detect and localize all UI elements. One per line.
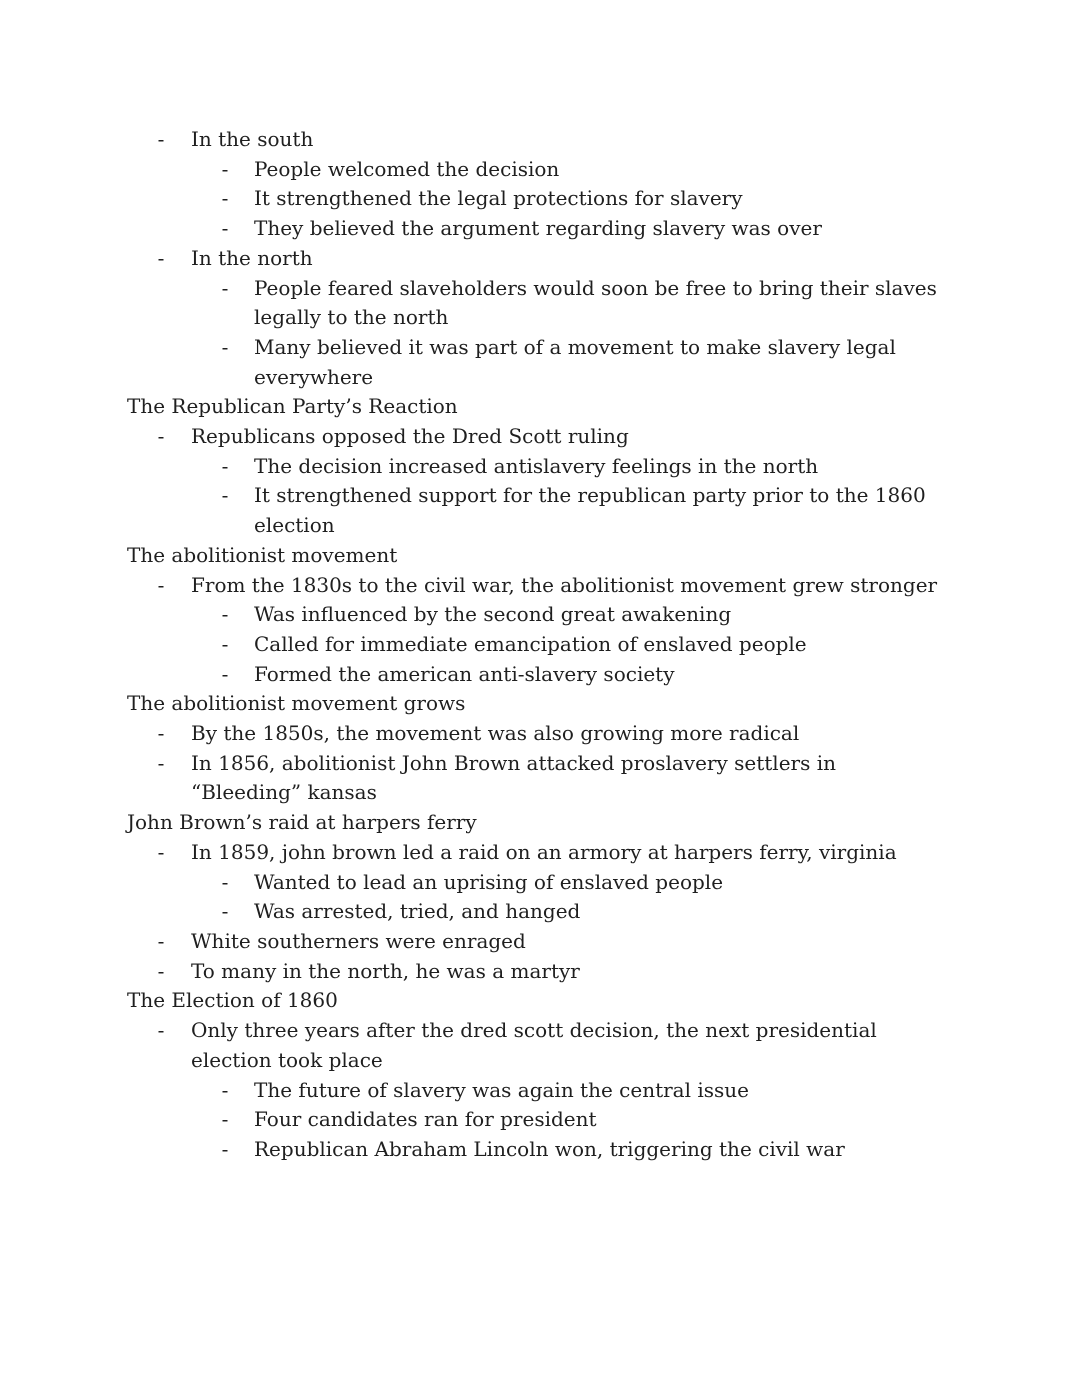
notes-body (127, 125, 947, 1165)
bullet-marker: - (157, 424, 165, 449)
sub-bullet-line (127, 155, 947, 185)
bullet-text: Four candidates ran for president (254, 1107, 597, 1132)
bullet-text: By the 1850s, the movement was also growing more radical (191, 721, 800, 746)
bullet-line (127, 571, 947, 601)
bullet-text: White southerners were enraged (191, 928, 526, 953)
bullet-marker: - (157, 1018, 165, 1043)
sub-bullet-line (127, 481, 947, 540)
sub-bullet-line (127, 274, 947, 333)
bullet-text: Republicans opposed the Dred Scott ruling (191, 424, 629, 449)
bullet-marker: - (221, 631, 229, 656)
sub-bullet-line (127, 897, 947, 927)
bullet-marker: - (221, 453, 229, 478)
sub-bullet-line (127, 452, 947, 482)
bullet-text: Only three years after the dred scott decision, the next presidential election took place (191, 1018, 877, 1072)
sub-bullet-line (127, 600, 947, 630)
bullet-text: Called for immediate emancipation of enslaved people (254, 631, 807, 656)
bullet-marker: - (221, 275, 229, 300)
bullet-text: Was influenced by the second great awakening (254, 602, 732, 627)
bullet-marker: - (221, 216, 229, 241)
section-heading: John Brown’s raid at harpers ferry (127, 810, 477, 835)
bullet-marker: - (221, 899, 229, 924)
bullet-text: It strengthened the legal protections for slavery (254, 186, 743, 211)
bullet-text: People welcomed the decision (254, 156, 560, 181)
bullet-marker: - (157, 750, 165, 775)
section-heading: The Republican Party’s Reaction (127, 394, 458, 419)
bullet-text: People feared slaveholders would soon be free to bring their slaves legally to the north (254, 275, 937, 330)
bullet-text: It strengthened support for the republican party prior to the 1860 election (254, 483, 926, 538)
bullet-marker: - (221, 186, 229, 211)
sub-bullet-line (127, 1135, 947, 1165)
bullet-line (127, 957, 947, 987)
bullet-text: Republican Abraham Lincoln won, triggering the civil war (254, 1136, 845, 1161)
bullet-marker: - (221, 1136, 229, 1161)
bullet-marker: - (157, 245, 165, 270)
bullet-marker: - (221, 602, 229, 627)
bullet-marker: - (157, 839, 165, 864)
bullet-line (127, 838, 947, 868)
bullet-line (127, 244, 947, 274)
bullet-text: They believed the argument regarding slavery was over (254, 216, 822, 241)
bullet-text: From the 1830s to the civil war, the abolitionist movement grew stronger (191, 572, 938, 597)
bullet-marker: - (157, 958, 165, 983)
bullet-text: In the north (191, 245, 313, 270)
bullet-line (127, 927, 947, 957)
bullet-text: Was arrested, tried, and hanged (254, 899, 581, 924)
section-heading: The abolitionist movement (127, 542, 398, 567)
bullet-line (127, 1016, 947, 1075)
sub-bullet-line (127, 184, 947, 214)
bullet-marker: - (221, 156, 229, 181)
bullet-text: The future of slavery was again the central issue (254, 1077, 749, 1102)
sub-bullet-line (127, 630, 947, 660)
bullet-marker: - (221, 869, 229, 894)
bullet-text: In 1856, abolitionist John Brown attacked proslavery settlers in “Bleeding” kansas (191, 750, 836, 805)
bullet-text: In 1859, john brown led a raid on an armory at harpers ferry, virginia (191, 839, 897, 864)
bullet-marker: - (157, 721, 165, 746)
sub-bullet-line (127, 214, 947, 244)
sub-bullet-line (127, 333, 947, 392)
bullet-text: In the south (191, 127, 314, 151)
section-heading: The Election of 1860 (127, 988, 338, 1013)
bullet-text: Wanted to lead an uprising of enslaved people (254, 869, 724, 894)
sub-bullet-line (127, 1076, 947, 1106)
bullet-text: To many in the north, he was a martyr (191, 958, 580, 983)
bullet-line (127, 125, 947, 155)
bullet-marker: - (157, 572, 165, 597)
sub-bullet-line (127, 660, 947, 690)
bullet-line (127, 422, 947, 452)
bullet-text: The decision increased antislavery feelings in the north (254, 453, 819, 478)
bullet-line (127, 749, 947, 808)
bullet-line (127, 719, 947, 749)
bullet-marker: - (157, 928, 165, 953)
section-heading: The abolitionist movement grows (127, 691, 466, 716)
sub-bullet-line (127, 868, 947, 898)
sub-bullet-line (127, 1105, 947, 1135)
bullet-marker: - (157, 127, 165, 151)
bullet-marker: - (221, 334, 229, 359)
bullet-marker: - (221, 1077, 229, 1102)
bullet-marker: - (221, 661, 229, 686)
bullet-marker: - (221, 483, 229, 508)
bullet-text: Many believed it was part of a movement to make slavery legal everywhere (254, 334, 896, 389)
bullet-text: Formed the american anti-slavery society (254, 661, 675, 686)
bullet-marker: - (221, 1107, 229, 1132)
